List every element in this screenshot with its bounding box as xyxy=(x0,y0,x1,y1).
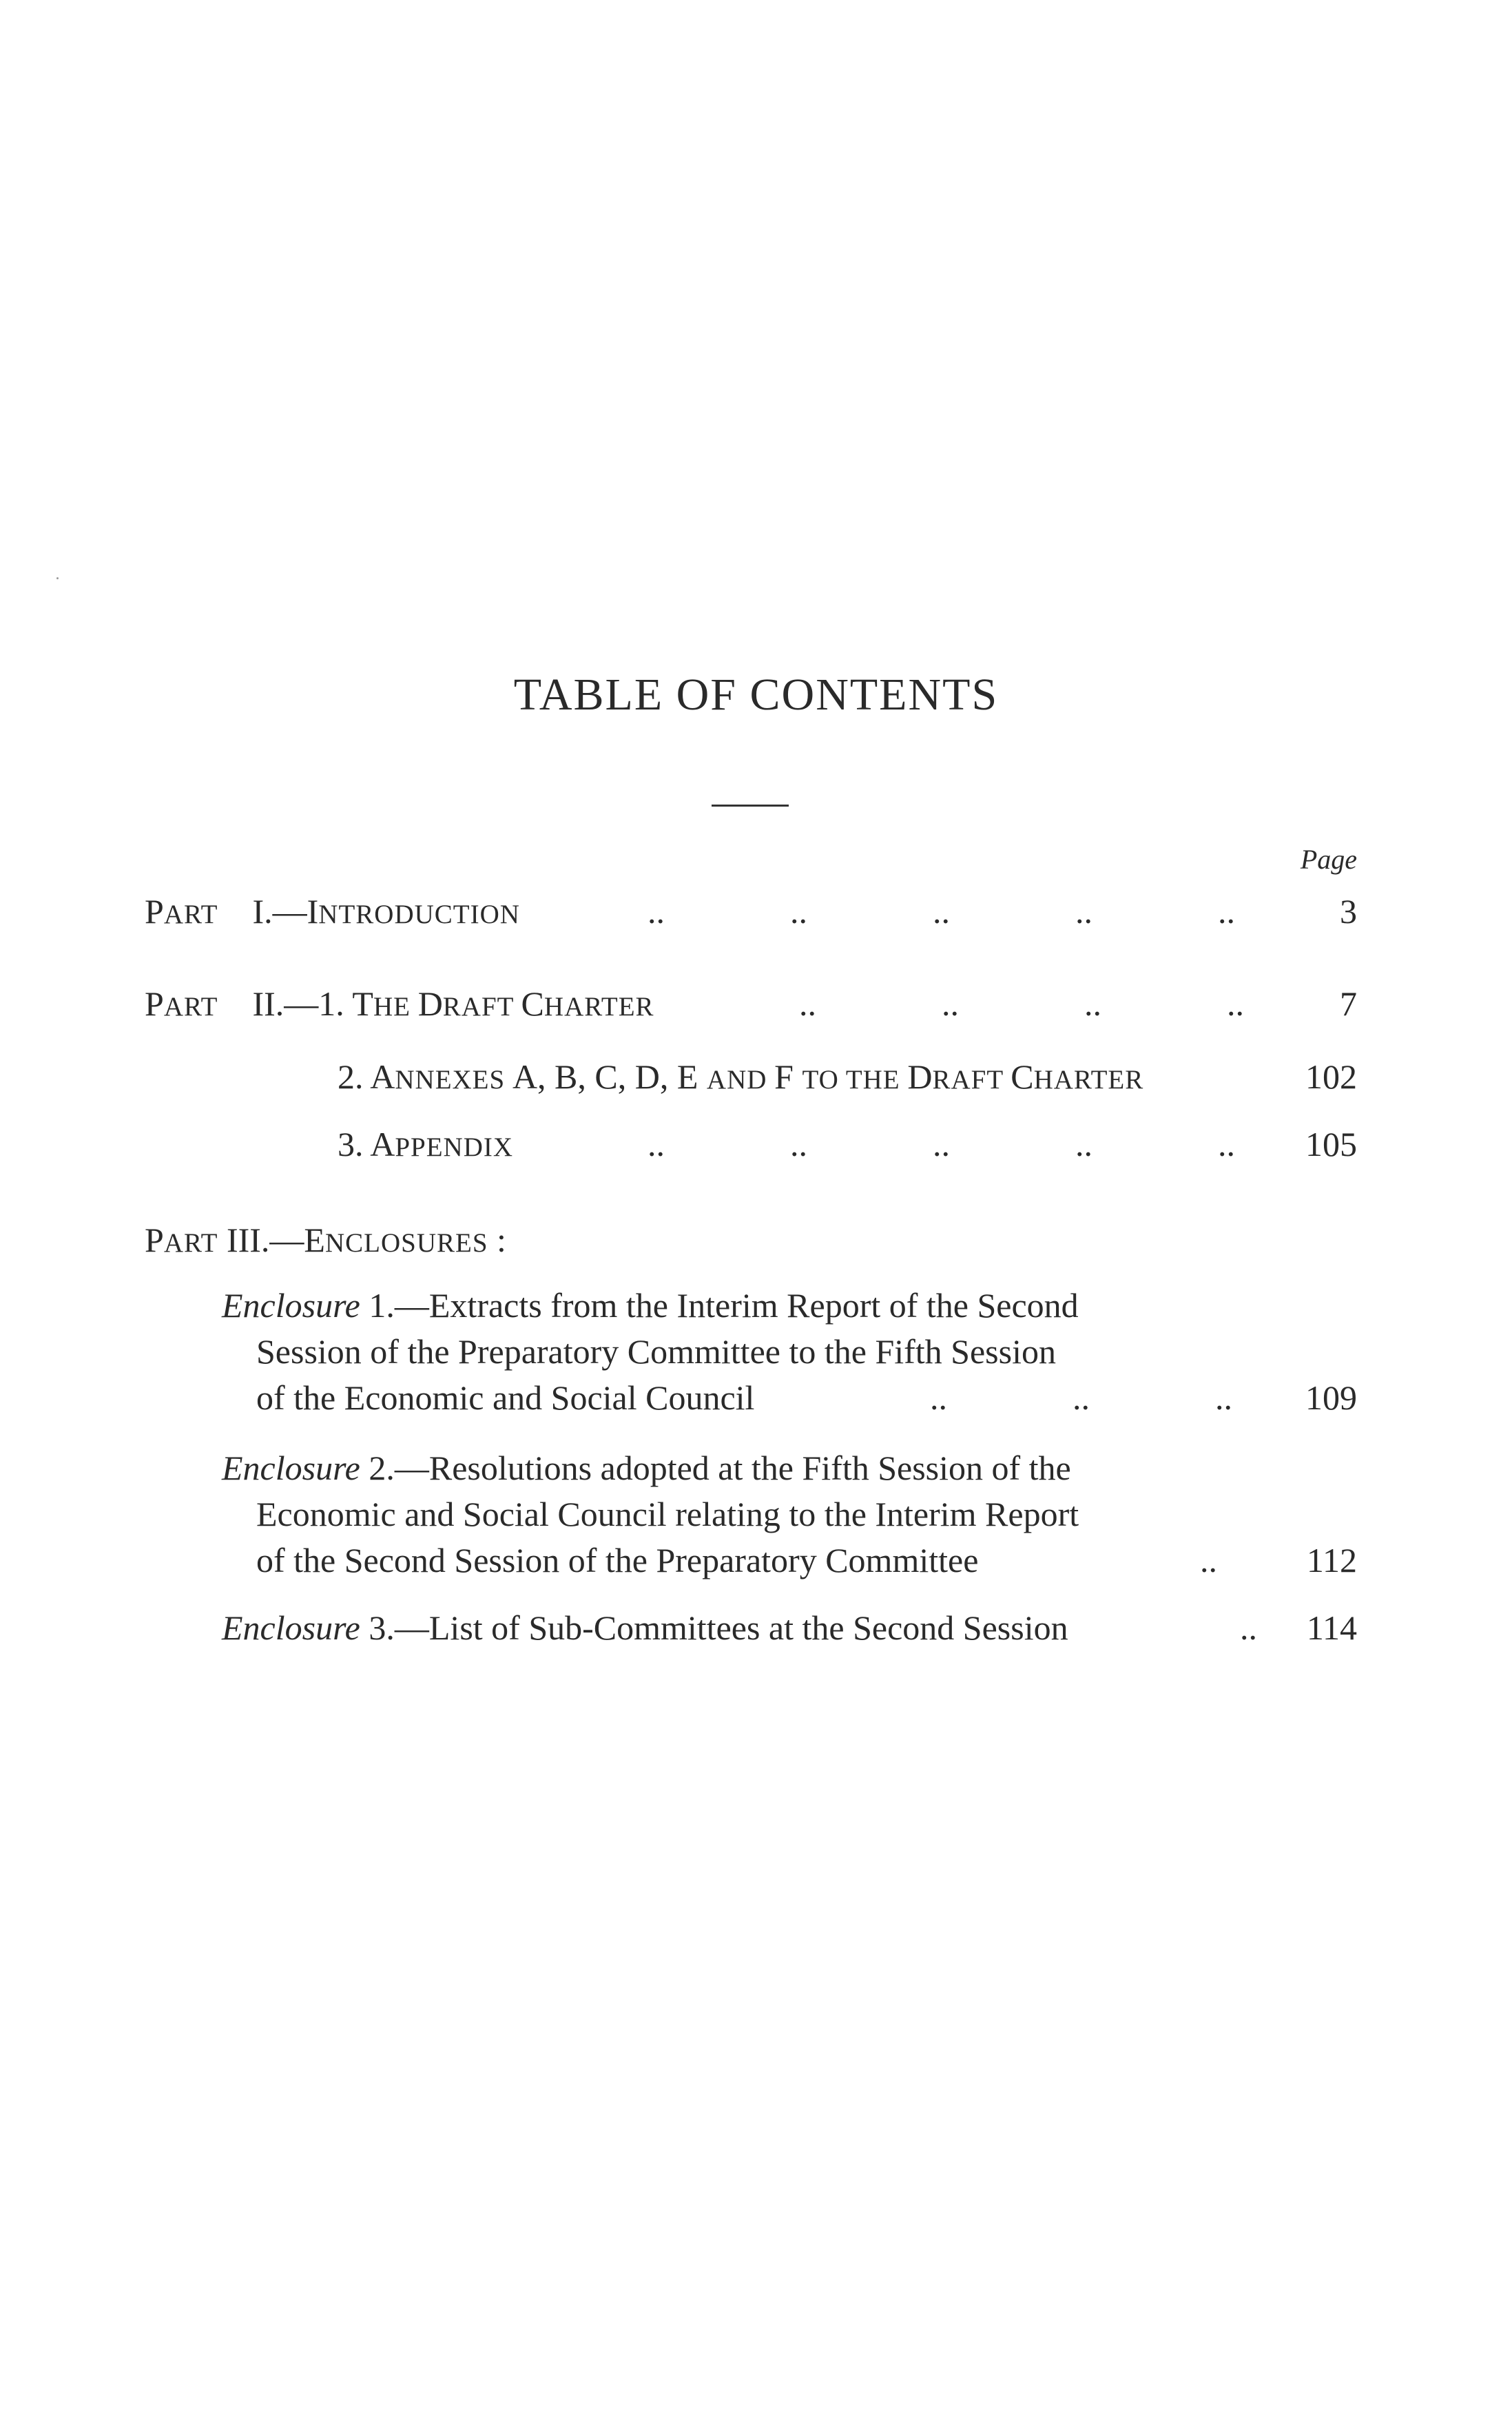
colon: : xyxy=(488,1221,506,1259)
leader: .. xyxy=(648,1125,665,1163)
leader: .. xyxy=(933,892,950,931)
part-label-rest: ART xyxy=(163,900,218,929)
title-rest: PPENDIX xyxy=(395,1132,514,1162)
toc-entry-part-1 xyxy=(145,894,520,929)
title-rest: RAFT xyxy=(932,1065,1011,1095)
leader: .. xyxy=(1075,892,1092,931)
part-label-initial: P xyxy=(145,892,164,931)
leader-dots xyxy=(930,1380,1232,1415)
leader-dots xyxy=(1200,1543,1217,1577)
page-column-heading: Page xyxy=(1300,844,1357,875)
enclosure-text: 1.—Extracts from the Interim Report of the Second xyxy=(360,1286,1079,1325)
enclosure-label: Enclosure xyxy=(222,1286,360,1325)
page-number: 109 xyxy=(1305,1378,1357,1417)
page-number: 112 xyxy=(1306,1541,1357,1579)
leader: .. xyxy=(1084,984,1101,1023)
toc-entry-part-2-3 xyxy=(338,1127,513,1161)
page-number: 7 xyxy=(1340,984,1357,1023)
enclosure-label: Enclosure xyxy=(222,1608,360,1647)
enclosure-3-line-1 xyxy=(222,1610,1068,1645)
leader-dots xyxy=(1240,1610,1257,1645)
leader: .. xyxy=(1218,892,1235,931)
title-rest: HARTER xyxy=(543,992,654,1022)
title-initial: C xyxy=(521,984,544,1023)
page-number: 114 xyxy=(1306,1608,1357,1647)
title-rest: AND xyxy=(706,1065,775,1095)
title-initial: A xyxy=(370,1125,395,1163)
enclosure-2-line-1 xyxy=(222,1451,1071,1485)
title-initial: A xyxy=(370,1057,395,1096)
leader: .. xyxy=(1075,1125,1092,1163)
page-number: 102 xyxy=(1305,1057,1357,1096)
title-rest: NNEXES xyxy=(395,1065,512,1095)
leader: .. xyxy=(1200,1541,1217,1579)
part-2-number: II.—1. xyxy=(252,984,353,1023)
leader: .. xyxy=(799,984,816,1023)
enclosure-label: Enclosure xyxy=(222,1449,360,1487)
page-number: 105 xyxy=(1305,1125,1357,1163)
annex-letters: A, B, C, D, E xyxy=(512,1057,707,1096)
enclosure-2-line-3: of the Second Session of the Preparatory Committee xyxy=(256,1541,979,1579)
title-rule xyxy=(712,805,789,807)
page-title: TABLE OF CONTENTS xyxy=(513,670,999,720)
leader: .. xyxy=(1240,1608,1257,1647)
page-number: 3 xyxy=(1340,892,1357,931)
entry-number: 2. xyxy=(338,1057,371,1096)
leader: .. xyxy=(790,892,807,931)
title-rest: HARTER xyxy=(1033,1065,1144,1095)
title-rest: TO THE xyxy=(802,1065,908,1095)
leader: .. xyxy=(790,1125,807,1163)
title-initial: C xyxy=(1011,1057,1034,1096)
leader: .. xyxy=(1227,984,1244,1023)
leader: .. xyxy=(648,892,665,931)
toc-entry-part-2-1 xyxy=(145,986,654,1021)
part-label-rest: ART xyxy=(163,992,218,1022)
leader: .. xyxy=(942,984,959,1023)
leader: .. xyxy=(1215,1378,1232,1417)
enclosure-1-line-3: of the Economic and Social Council xyxy=(256,1378,755,1417)
leader: .. xyxy=(933,1125,950,1163)
entry-number: 3. xyxy=(338,1125,371,1163)
part-3-title-rest: NCLOSURES xyxy=(324,1228,488,1258)
leader-dots xyxy=(648,1127,1235,1161)
enclosure-1-line-2: Session of the Preparatory Committee to the Fifth Session xyxy=(256,1332,1056,1371)
leader: .. xyxy=(930,1378,947,1417)
part-1-title-rest: NTRODUCTION xyxy=(318,900,520,929)
title-initial: D xyxy=(417,984,443,1023)
title-initial: D xyxy=(907,1057,933,1096)
enclosure-1-line-1 xyxy=(222,1288,1079,1323)
enclosure-text: 3.—List of Sub-Committees at the Second Session xyxy=(360,1608,1068,1647)
part-label-initial: P xyxy=(145,984,164,1023)
enclosure-2-line-2: Economic and Social Council relating to the Interim Report xyxy=(256,1495,1079,1533)
enclosure-text: 2.—Resolutions adopted at the Fifth Session of the xyxy=(360,1449,1071,1487)
leader-dots xyxy=(648,894,1235,929)
part-label-rest: ART xyxy=(163,1228,218,1258)
leader: .. xyxy=(1073,1378,1090,1417)
leader: .. xyxy=(1218,1125,1235,1163)
title-initial: T xyxy=(352,984,373,1023)
part-1-title-initial: I.—I xyxy=(252,892,319,931)
toc-entry-part-2-2 xyxy=(338,1059,1143,1094)
leader-dots xyxy=(799,986,1244,1021)
toc-entry-part-3 xyxy=(145,1223,506,1257)
title-rest: RAFT xyxy=(442,992,521,1022)
paper-speck xyxy=(56,577,59,579)
title-rest: HE xyxy=(373,992,418,1022)
annex-letter: F xyxy=(774,1057,802,1096)
part-3-number: III.—E xyxy=(218,1221,325,1259)
part-label-initial: P xyxy=(145,1221,164,1259)
